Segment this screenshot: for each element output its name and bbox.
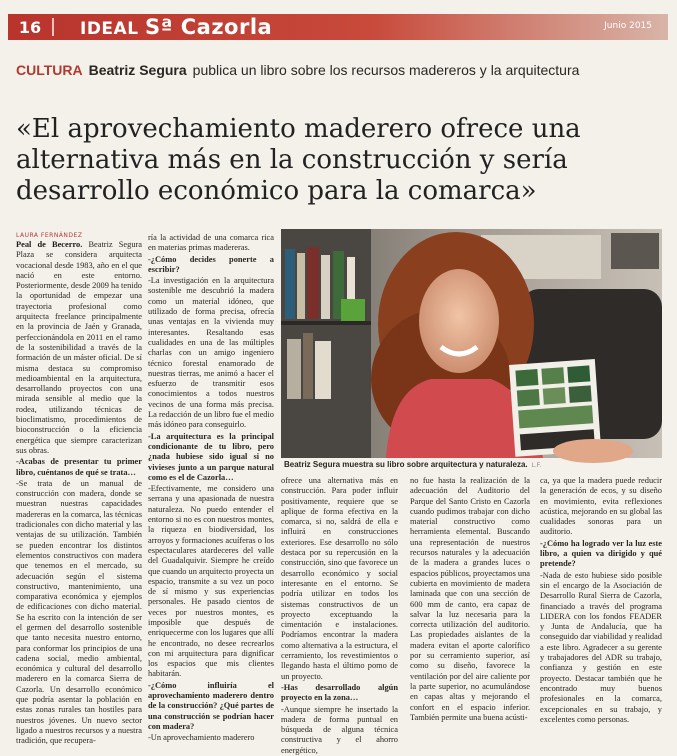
section-name: IDEAL (80, 19, 139, 39)
section-location: Sª Cazorla (144, 15, 273, 39)
question: -¿Cómo ha logrado ver la luz este libro, a quien va dirigido y qué pretende? (540, 538, 662, 569)
subhead-text: publica un libro sobre los recursos madereros y la arquitectura (192, 62, 580, 78)
section-title (80, 15, 272, 39)
byline: LAURA FERNÁNDEZ (16, 232, 83, 239)
page-header (8, 14, 668, 40)
dateline: Peal de Becerro. (16, 240, 83, 249)
question: -Has desarrollado algún proyecto en la zona… (281, 682, 398, 703)
photo-illustration (281, 229, 662, 458)
caption-text: Beatriz Segura muestra su libro sobre arquitectura y naturaleza. (284, 460, 528, 469)
subhead (16, 62, 579, 78)
article-column-4 (410, 476, 531, 722)
question: -¿Cómo influiría el aprovechamiento maderero dentro de la construcción? ¿Qué partes de una construcción se podrían hacer con madera? (148, 680, 274, 731)
answer: ofrece una alternativa más en construcción. Para poder influir positivamente, requiere que se aplique de forma efectiva en la comarca, si no, saldrá de ella e influirá en construcciones exteriores. Ese desarrollo no sólo destaca por su repercusión en la construcción, sino que favorece un desarrollo económico y social interesante en el entorno. Se podría utilizar en todos los sistemas constructivos de un proyecto exceptuando la cimentación e instalaciones. Podríamos encontrar la madera como alternativa a la estructura, el cerramiento, los revestimientos o llegando hasta el último pomo de un proyecto. (281, 476, 398, 681)
question: -Acabas de presentar tu primer libro, cuéntanos de qué se trata… (16, 457, 142, 477)
answer: -Efectivamente, me considero una serrana y una apasionada de nuestra naturaleza. No puedo entender el entorno si no es con nuestros montes, la riqueza en biodiversidad, los arroyos y formaciones acuíferas o los espectaculares atardeceres del valle del Guadalquivir. Siempre he creído que cuando un arquitecto proyecta un espacio, transmite a su vez un poco de sí mismo y sus experiencias personales. He pasado cientos de veces por nuestros montes, es imposible que después de enriquecerme con los lugares que allí he encontrado, no desee recrearlos con mi arquitectura para dignificar los espacios que mis clientes habitarán. (148, 484, 274, 679)
answer: ca, ya que la madera puede reducir la generación de ecos, y su diseño en movimiento, evita reflexiones acústica, mejorando en su global las cualidades sonoras para un auditorio. (540, 476, 662, 537)
question: -¿Cómo decides ponerte a escribir? (148, 254, 274, 274)
article-column-2 (148, 233, 274, 743)
paragraph: Peal de Becerro. Beatriz Segura Plaza se considera arquitecta vocacional desde 1983, año en el que nació en este entorno. Posteriormente, desde 2009 ha tenido la oportunidad de empezar una trayectoria profesional como arquitecta freelance principalmente en la provincia de Jaén y Granada, perfeccionándola en 2011 en el ramo de la sostenibilidad a través de la formación de un máster oficial. De sí misma destaca su compromiso medioambiental en la arquitectura, desarrollando proyectos con una mirada sensible al medio que la rodea, utilizando técnicas de bioclimatismo, procedimientos de bioconstrucción o la eficiencia energética que siempre caracterizan sus obras. (16, 240, 143, 455)
subhead-author: Beatriz Segura (88, 62, 187, 78)
answer: no fue hasta la realización de la adecuación del Auditorio del Parque del Santo Cristo en Cazorla cuando pudimos trabajar con dicho material constructivo como herramienta elemental. Buscando una representación de nuestros recursos naturales y la adecuación de la madera a grandes luces o espacios públicos, proyectamos una cubierta en movimiento de madera laminada que con una sección de 600 mm de canto, era capaz de salvar la luz necesaria para la correcta utilización del auditorio. Las propiedades aislantes de la madera evitan el aporte calorífico por su cerramiento superior, así como su diseño, favorece la ventilación por del aire caliente por la parte superior, no acumulándose en capas altas y mejorando el confort en el espacio inferior. También permite una buena acústi- (410, 476, 531, 722)
issue-date: Junio 2015 (604, 21, 652, 31)
article-column-1 (16, 240, 143, 746)
page-number: 16 (18, 17, 42, 37)
header-divider (52, 18, 54, 36)
question: -La arquitectura es la principal condicionante de tu libro, pero ¿nada hubiese sido igual si no vivieses junto a un parque natural como es el de Cazorla… (148, 431, 274, 482)
answer: -Nada de esto hubiese sido posible sin el encargo de la Asociación de Desarrollo Rural Sierra de Cazorla, financiado a través del programa LIDERA con los fondos FEADER y Junta de Andalucía, que ha conseguido dar viabilidad y realidad a este libro. Agradecer a su gerente y trabajadores del ADR su trabajo, confianza y gestión en este proyecto. Destacar también que he encontrado muy buenos profesionales en la comarca, excepcionales en su trabajo, y excelentes como personas. (540, 570, 662, 724)
answer: -Un aprovechamiento maderero (148, 733, 255, 743)
article-column-3 (281, 476, 398, 755)
category-label: CULTURA (16, 62, 83, 78)
answer: -Se trata de un manual de construcción con madera, donde se muestran nuestras capacidades madereras en la comarca, las técnicas tradicionales con dicho material y las ventajas de su utilización. También se pueden encontrar los distintos elementos constructivos con madera que tenemos en el mercado, su adecuación según el sistema constructivo, mantenimiento, una comparativa económica y ejemplos de edificaciones con dicho material. Se ha escrito con la intención de ser el germen del desarrollo sostenible que tanto necesita nuestro entorno, para conformar los principios de una cadena social, medio ambiental, económica y cultural del desarrollo maderero en la comarca Sierra de Cazorla. Un desarrollo económico que podría asentar la población en estas zonas rurales tan hostiles para nuestros jóvenes. Un nuevo sector ligado a nuestros recursos y a nuestra tradición, que recupera- (16, 478, 142, 746)
photo-caption (281, 460, 662, 474)
headline: «El aprovechamiento maderero ofrece una alternativa más en la construcción y sería desarrollo económico para la comarca» (16, 114, 581, 206)
photo-credit: L.F. (531, 463, 542, 469)
article-photo (281, 229, 662, 458)
answer: -Aunque siempre he insertado la madera de forma puntual en búsqueda de alguna técnica constructiva y el ahorro energético, (281, 704, 398, 755)
answer: -La investigación en la arquitectura sostenible me descubrió la madera como un material idóneo, que utilizado de forma precisa, ofrecía unas ventajas en la vivienda muy interesantes. Resaltando esas cualidades en una de las múltiples charlas con un amigo ingeniero técnico forestal enamorado de nuestras tierras, me animó a hacer el esfuerzo de transmitir esos conocimientos a todos nuestros vecinos de una forma más precisa. La redacción de un libro fue el medio más idóneo para conseguirlo. (148, 276, 274, 430)
answer: ría la actividad de una comarca rica en materias primas madereras. (148, 233, 274, 253)
article-column-5 (540, 476, 662, 724)
